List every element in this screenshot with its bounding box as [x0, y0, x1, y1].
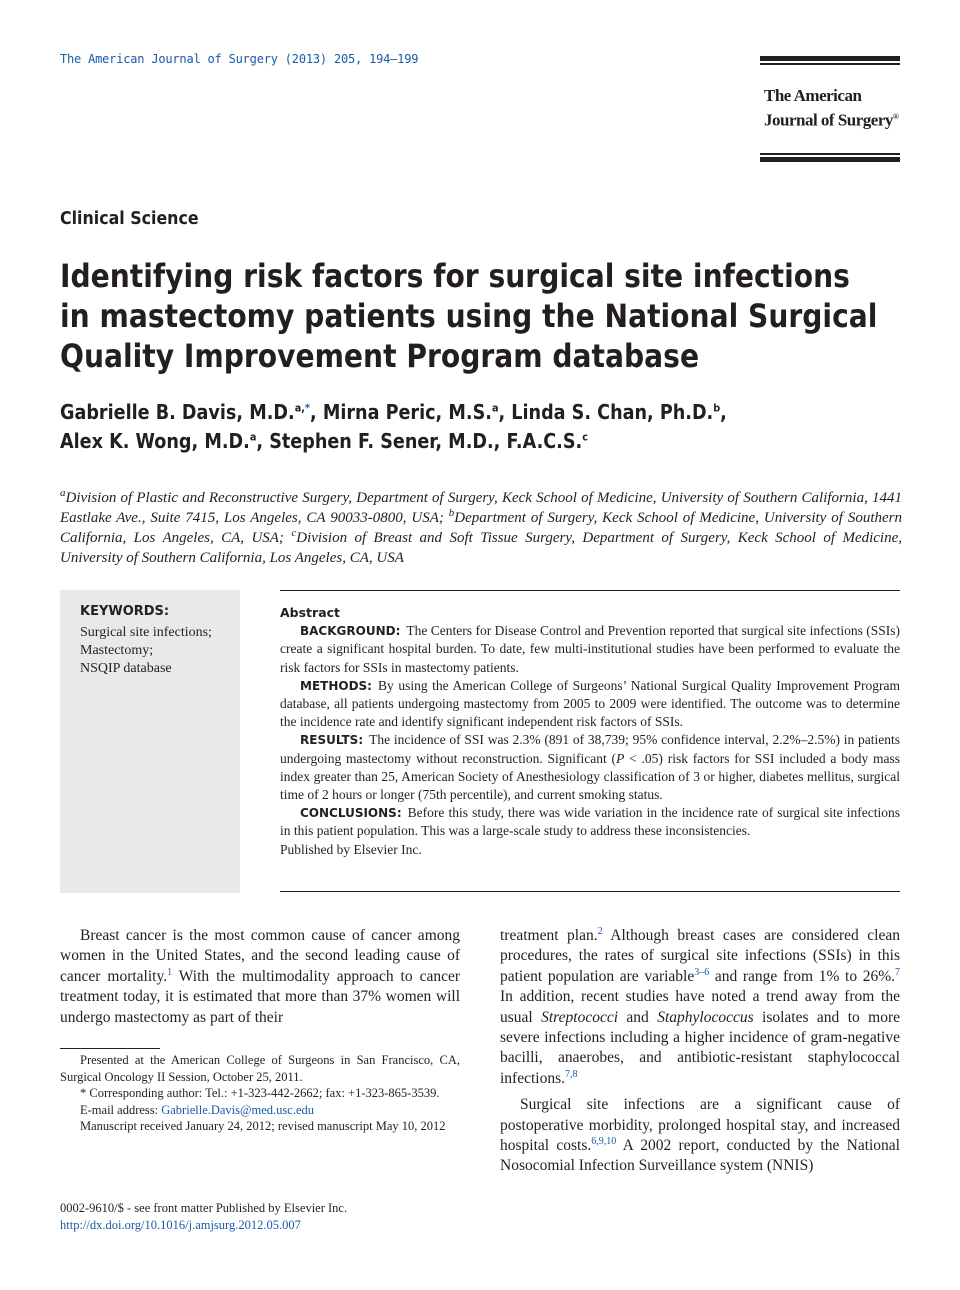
abstract-conclusions-label: CONCLUSIONS:	[300, 806, 402, 821]
author-affiliation-sup: a,	[294, 401, 305, 415]
journal-logo-line1: The American	[764, 86, 862, 105]
journal-brand	[760, 56, 900, 162]
abstract-results	[280, 731, 900, 804]
author-name: Gabrielle B. Davis, M.D.	[60, 400, 295, 424]
reference-link[interactable]: 7,8	[565, 1068, 578, 1080]
p-value-symbol: P	[616, 750, 625, 766]
abstract-rule-top	[280, 590, 900, 591]
affiliation-text: Department of Surgery, Keck School of Medicine, University of Southern California, Los Angeles, CA, USA;	[60, 510, 902, 546]
body-paragraph	[500, 1095, 900, 1177]
author-affiliation-sup: a	[491, 401, 499, 415]
keyword-item: Surgical site infections;	[80, 625, 212, 640]
affiliation-sup: a	[60, 487, 66, 499]
brand-rule-bottom-thin	[760, 153, 900, 155]
body-text: In addition, recent studies have noted a trend away from the usual	[500, 988, 900, 1026]
abstract-results-text: The incidence of SSI was 2.3% (891 of 38,739; 95% confidence interval, 2.2%–2.5%) in patients undergoing mastectomy without reconstruction. Significant (	[280, 732, 900, 766]
reference-link[interactable]: 1	[167, 966, 173, 978]
body-text: and range from 1% to 26%.	[709, 967, 896, 985]
keyword-item: Mastectomy;	[80, 643, 154, 658]
page-footer	[60, 1200, 347, 1233]
abstract-methods-label: METHODS:	[300, 678, 372, 693]
body-column-right	[500, 926, 900, 1177]
abstract	[280, 604, 900, 859]
footnote-email	[60, 1102, 460, 1119]
section-label: Clinical Science	[60, 208, 199, 229]
reference-link[interactable]: 6,9,10	[591, 1135, 617, 1147]
author-name: , Linda S. Chan, Ph.D.	[498, 400, 714, 424]
brand-rule-bottom	[760, 157, 900, 162]
email-link[interactable]: Gabrielle.Davis@med.usc.edu	[161, 1102, 315, 1117]
issn-line: 0002-9610/$ - see front matter Published by Elsevier Inc.	[60, 1201, 348, 1215]
doi-link[interactable]: http://dx.doi.org/10.1016/j.amjsurg.2012.05.007	[60, 1217, 301, 1232]
species-name: Streptococci	[541, 1008, 619, 1026]
abstract-publisher: Published by Elsevier Inc.	[280, 841, 422, 857]
author-name: , Stephen F. Sener, M.D., F.A.C.S.	[256, 429, 583, 453]
author-separator: ,	[720, 400, 727, 424]
body-text: Surgical site infections are a significant cause of postoperative morbidity, prolonged hospital stay, and increased hospital costs.	[500, 1096, 900, 1155]
brand-rule-top	[760, 56, 900, 61]
body-text: isolates and to more severe infections including a higher incidence of gram-negative bacilli, anaerobes, and antibiotic-resistant staphylococcal infections.	[500, 1008, 901, 1087]
author-affiliation-sup: c	[582, 430, 588, 444]
abstract-background-text: The Centers for Disease Control and Prevention reported that surgical site infections (SSIs) create a significant hospital burden. To date, few multi-institutional studies have been performed to evaluate the risk factors for SSIs in mastectomy patients.	[280, 623, 900, 675]
abstract-results-text: < .05) risk factors for SSI included a body mass index greater than 25, American Society of Anesthesiology classification of 3 or higher, diabetes mellitus, surgical time of 2 hours or longer (75th percentile), and current smoking status.	[280, 750, 900, 803]
affiliation-text: Division of Breast and Soft Tissue Surgery, Department of Surgery, Keck School of Medicine, University of Southern California, Los Angeles, CA, USA	[60, 530, 903, 566]
keywords-heading: KEYWORDS:	[80, 604, 170, 619]
article-title: Identifying risk factors for surgical site infections in mastectomy patients using the National Surgical Quality Improvement Program database	[60, 257, 878, 375]
registered-mark: ®	[892, 112, 899, 121]
species-name: Staphylococcus	[657, 1008, 754, 1026]
body-paragraph	[500, 926, 900, 1089]
journal-citation[interactable]: The American Journal of Surgery (2013) 205, 194–199	[60, 52, 419, 66]
abstract-heading: Abstract	[280, 605, 341, 620]
abstract-conclusions-text: Before this study, there was wide variation in the incidence rate of surgical site infections in this patient population. This was a large-scale study to address these inconsistencies.	[280, 805, 900, 839]
abstract-background-label: BACKGROUND:	[300, 624, 401, 639]
affiliation-text: Division of Plastic and Reconstructive Surgery, Department of Surgery, Keck School of Medicine, University of Southern California, 1441 Eastlake Ave., Suite 7415, Los Angeles, CA 90033-0800, USA;	[60, 490, 902, 526]
journal-logo-line2: Journal of Surgery	[764, 110, 893, 130]
body-text: and	[618, 1008, 658, 1026]
abstract-methods	[280, 677, 900, 732]
affiliations	[60, 488, 902, 568]
body-column-left	[60, 926, 460, 1028]
abstract-methods-text: By using the American College of Surgeons’ National Surgical Quality Improvement Program database, all patients undergoing mastectomy from 2005 to 2009 were identified. The outcome was to determine the incidence rate and identify significant independent risk factors of SSIs.	[280, 677, 900, 730]
abstract-rule-bottom	[280, 891, 900, 892]
email-label: E-mail address:	[80, 1102, 162, 1117]
footnote-received: Manuscript received January 24, 2012; revised manuscript May 10, 2012	[80, 1119, 446, 1134]
body-text: A 2002 report, conducted by the National Nosocomial Infection Surveillance system (NNIS)	[500, 1137, 900, 1175]
footnotes	[60, 1052, 460, 1135]
body-text: With the multimodality approach to cancer treatment today, it is estimated that more than 37% women will undergo mastectomy as part of their	[60, 967, 460, 1026]
affiliation-sup: c	[291, 527, 297, 539]
author-list	[60, 398, 870, 456]
keywords-box	[60, 590, 240, 893]
affiliation-sup: b	[448, 507, 455, 519]
reference-link[interactable]: 2	[597, 925, 603, 937]
body-paragraph	[60, 926, 460, 1028]
corresponding-author-star[interactable]: *	[304, 401, 311, 415]
author-name: , Mirna Peric, M.S.	[310, 400, 492, 424]
reference-link[interactable]: 3–6	[694, 966, 710, 978]
abstract-results-label: RESULTS:	[300, 733, 364, 748]
brand-rule-top-thin	[760, 63, 900, 65]
footnote-corresponding: * Corresponding author: Tel.: +1-323-442-2662; fax: +1-323-865-3539.	[80, 1086, 440, 1101]
keywords-list	[80, 624, 230, 678]
abstract-conclusions	[280, 804, 900, 840]
footnote-presented: Presented at the American College of Surgeons in San Francisco, CA, Surgical Oncology II Session, October 25, 2011.	[60, 1053, 460, 1084]
keyword-item: NSQIP database	[80, 661, 172, 676]
author-affiliation-sup: a	[249, 430, 257, 444]
author-affiliation-sup: b	[713, 401, 721, 415]
footnote-rule	[60, 1048, 160, 1049]
abstract-background	[280, 622, 900, 677]
body-text: treatment plan.	[500, 927, 598, 944]
body-text: Breast cancer is the most common cause of cancer among women in the United States, and the second leading cause of cancer mortality.	[60, 927, 460, 985]
author-name: Alex K. Wong, M.D.	[60, 429, 250, 453]
reference-link[interactable]: 7	[895, 966, 901, 978]
journal-logo	[764, 85, 900, 131]
body-text: Although breast cases are considered clean procedures, the rates of surgical site infections (SSIs) in this patient population are variable	[500, 927, 900, 985]
